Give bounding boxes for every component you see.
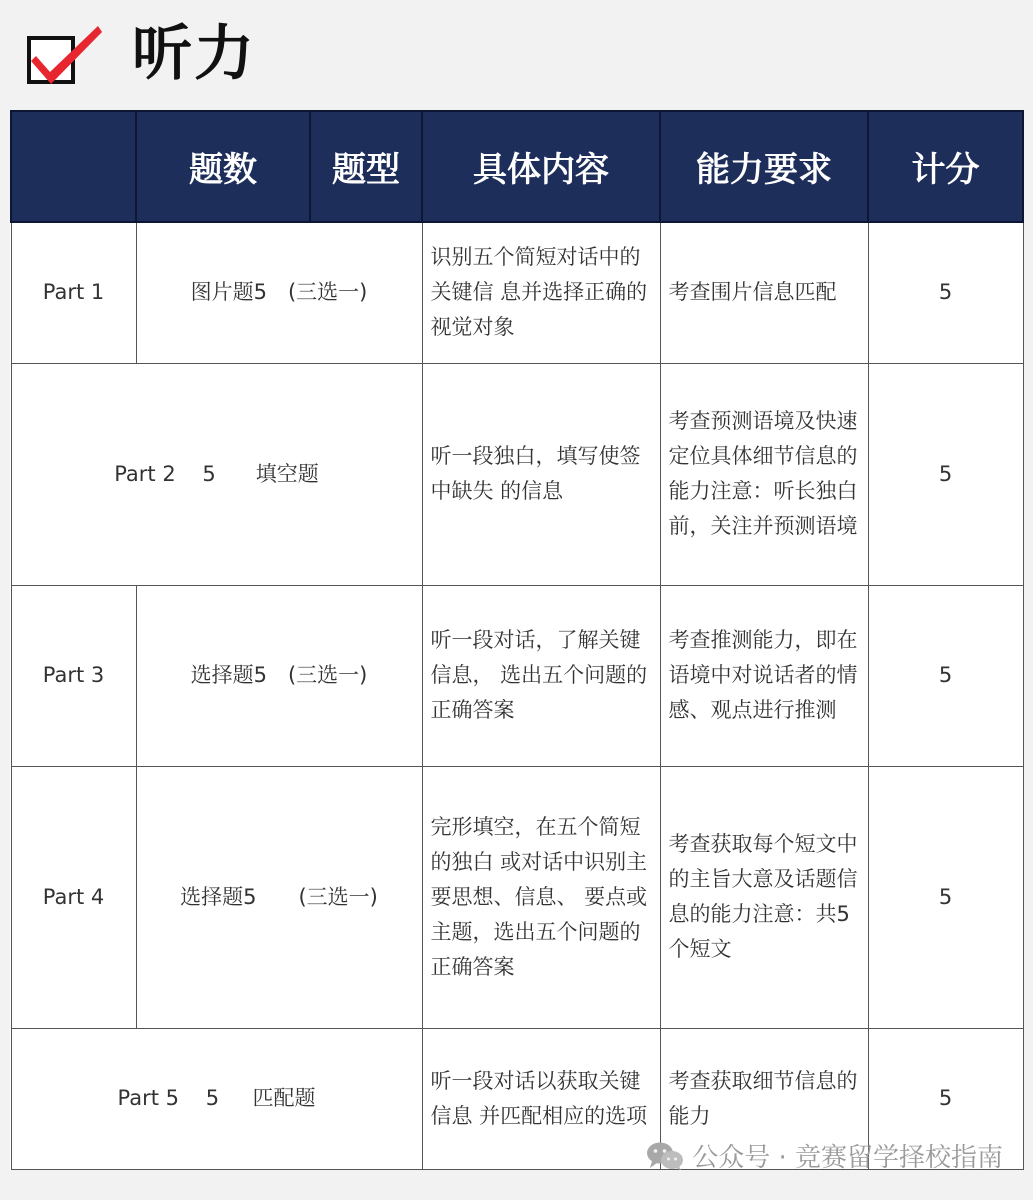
ability-cell: 考查获取细节信息的能力: [660, 1028, 868, 1169]
part-merged-cell: Part 5 5 匹配题: [11, 1028, 422, 1169]
column-header-count: 题数: [136, 111, 310, 222]
table-row: [11, 363, 1023, 585]
part-merged-cell: Part 2 5 填空题: [11, 363, 422, 585]
part-cell: Part 3: [11, 585, 136, 766]
score-cell: 5: [868, 363, 1023, 585]
count-type-cell: 选择题5 (三选一): [136, 585, 422, 766]
watermark-text: 公众号 · 竞赛留学择校指南: [692, 1143, 1003, 1173]
page-title: 听力: [132, 19, 256, 89]
content-cell: 完形填空，在五个简短的独白 或对话中识别主要思想、信息、 要点或主题，选出五个问题的 正确答案: [422, 766, 660, 1028]
ability-cell: 考查推测能力，即在语境中对说话者的情感、观点进行推测: [660, 585, 868, 766]
section-header: [22, 14, 256, 94]
column-header-score: 计分: [868, 111, 1023, 222]
score-cell: 5: [868, 766, 1023, 1028]
ability-cell: 考查获取每个短文中的主旨大意及话题信息的能力注意：共5个短文: [660, 766, 868, 1028]
column-header-type: 题型: [310, 111, 422, 222]
score-cell: 5: [868, 585, 1023, 766]
content-cell: 听一段对话，了解关键信息， 选出五个问题的正确答案: [422, 585, 660, 766]
table-row: [11, 585, 1023, 766]
score-cell: 5: [868, 222, 1023, 363]
column-header-part: [11, 111, 136, 222]
count-type-cell: 图片题5 (三选一): [136, 222, 422, 363]
part-cell: Part 4: [11, 766, 136, 1028]
content-cell: 听一段独白，填写使签中缺失 的信息: [422, 363, 660, 585]
ability-cell: 考查预测语境及快速定位具体细节信息的能力注意：听长独白前，关注并预测语境: [660, 363, 868, 585]
wechat-icon: [646, 1141, 684, 1171]
column-header-content: 具体内容: [422, 111, 660, 222]
count-type-cell: 选择题5 (三选一): [136, 766, 422, 1028]
table-row: [11, 222, 1023, 363]
column-header-ability: 能力要求: [660, 111, 868, 222]
checkbox-checked-icon: [22, 20, 108, 88]
table-header-row: [11, 111, 1023, 222]
wechat-watermark: [646, 1137, 1003, 1174]
score-cell: 5: [868, 1028, 1023, 1169]
ability-cell: 考查围片信息匹配: [660, 222, 868, 363]
part-cell: Part 1: [11, 222, 136, 363]
listening-table: [10, 110, 1024, 1170]
content-cell: 听一段对话以获取关键信息 并匹配相应的选项: [422, 1028, 660, 1169]
table-row: [11, 766, 1023, 1028]
content-cell: 识别五个简短对话中的关键信 息并选择正确的视觉对象: [422, 222, 660, 363]
